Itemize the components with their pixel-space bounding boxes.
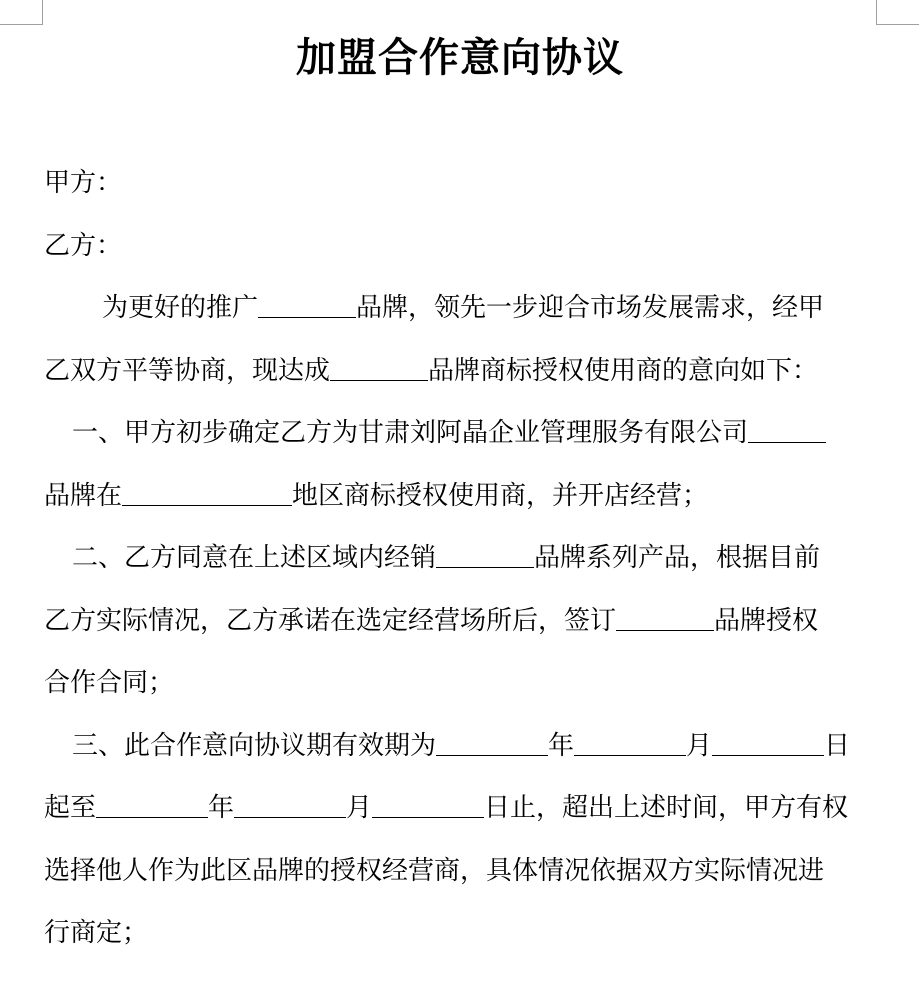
- clause-text: 行商定；: [44, 918, 149, 948]
- start-day-blank[interactable]: [712, 729, 824, 756]
- clause-3-line-1: [44, 715, 880, 778]
- clause-3-line-4: [44, 902, 880, 965]
- intro-text: 品牌商标授权使用商的意向如下：: [428, 355, 819, 386]
- document-title: 加盟合作意向协议: [296, 34, 624, 81]
- clause-text: 选择他人作为此区品牌的授权经营商，具体情况依据双方实际情况进: [44, 855, 825, 886]
- clause-text: 品牌授权: [714, 605, 819, 636]
- page-corner-mark-top-right: [876, 0, 919, 25]
- page-corner-mark-top-left: [0, 0, 43, 25]
- brand-blank[interactable]: [436, 541, 534, 568]
- clause-text: 合作合同；: [44, 668, 175, 698]
- year-label: 年: [208, 793, 235, 823]
- clause-text: 三、此合作意向协议期有效期为: [72, 730, 437, 761]
- clause-2-line-3: [44, 652, 880, 715]
- clause-text: 一、甲方初步确定乙方为甘肃刘阿晶企业管理服务有限公司: [72, 418, 749, 448]
- brand-blank[interactable]: [330, 354, 428, 381]
- end-year-blank[interactable]: [96, 791, 208, 818]
- clause-text: 品牌系列产品，根据目前: [534, 543, 821, 573]
- clause-1-line-2: [44, 465, 880, 528]
- party-a-label: 甲方：: [44, 168, 123, 198]
- region-blank[interactable]: [122, 479, 292, 506]
- month-label: 月: [686, 730, 713, 761]
- clause-text: 日止，超出上述时间，甲方有权: [484, 793, 849, 823]
- start-month-blank[interactable]: [574, 729, 686, 756]
- clause-1-line-1: [44, 402, 880, 465]
- clause-3-line-2: [44, 777, 880, 840]
- intro-text: 乙双方平等协商，现达成: [44, 355, 331, 386]
- document-body: [44, 152, 880, 965]
- intro-text: 为更好的推广: [102, 293, 259, 323]
- intro-line-1: [44, 277, 880, 340]
- day-label: 日: [824, 730, 851, 761]
- brand-blank[interactable]: [258, 291, 356, 318]
- clause-3-line-3: [44, 840, 880, 903]
- clause-text: 品牌在: [44, 480, 123, 511]
- clause-text: 二、乙方同意在上述区域内经销: [72, 543, 437, 573]
- brand-blank[interactable]: [748, 416, 826, 443]
- clause-text: 乙方实际情况，乙方承诺在选定经营场所后，签订: [44, 605, 617, 636]
- end-month-blank[interactable]: [234, 791, 346, 818]
- intro-line-2: [44, 340, 880, 403]
- party-a-line: [44, 152, 880, 215]
- start-year-blank[interactable]: [436, 729, 548, 756]
- end-day-blank[interactable]: [372, 791, 484, 818]
- clause-text: 起至: [44, 793, 97, 823]
- clause-2-line-2: [44, 590, 880, 653]
- year-label: 年: [548, 730, 575, 761]
- month-label: 月: [346, 793, 373, 823]
- brand-blank[interactable]: [616, 604, 714, 631]
- clause-text: 地区商标授权使用商，并开店经营；: [292, 480, 709, 511]
- intro-text: 品牌，领先一步迎合市场发展需求，经甲: [356, 293, 825, 323]
- party-b-label: 乙方：: [44, 230, 123, 261]
- clause-2-line-1: [44, 527, 880, 590]
- party-b-line: [44, 215, 880, 278]
